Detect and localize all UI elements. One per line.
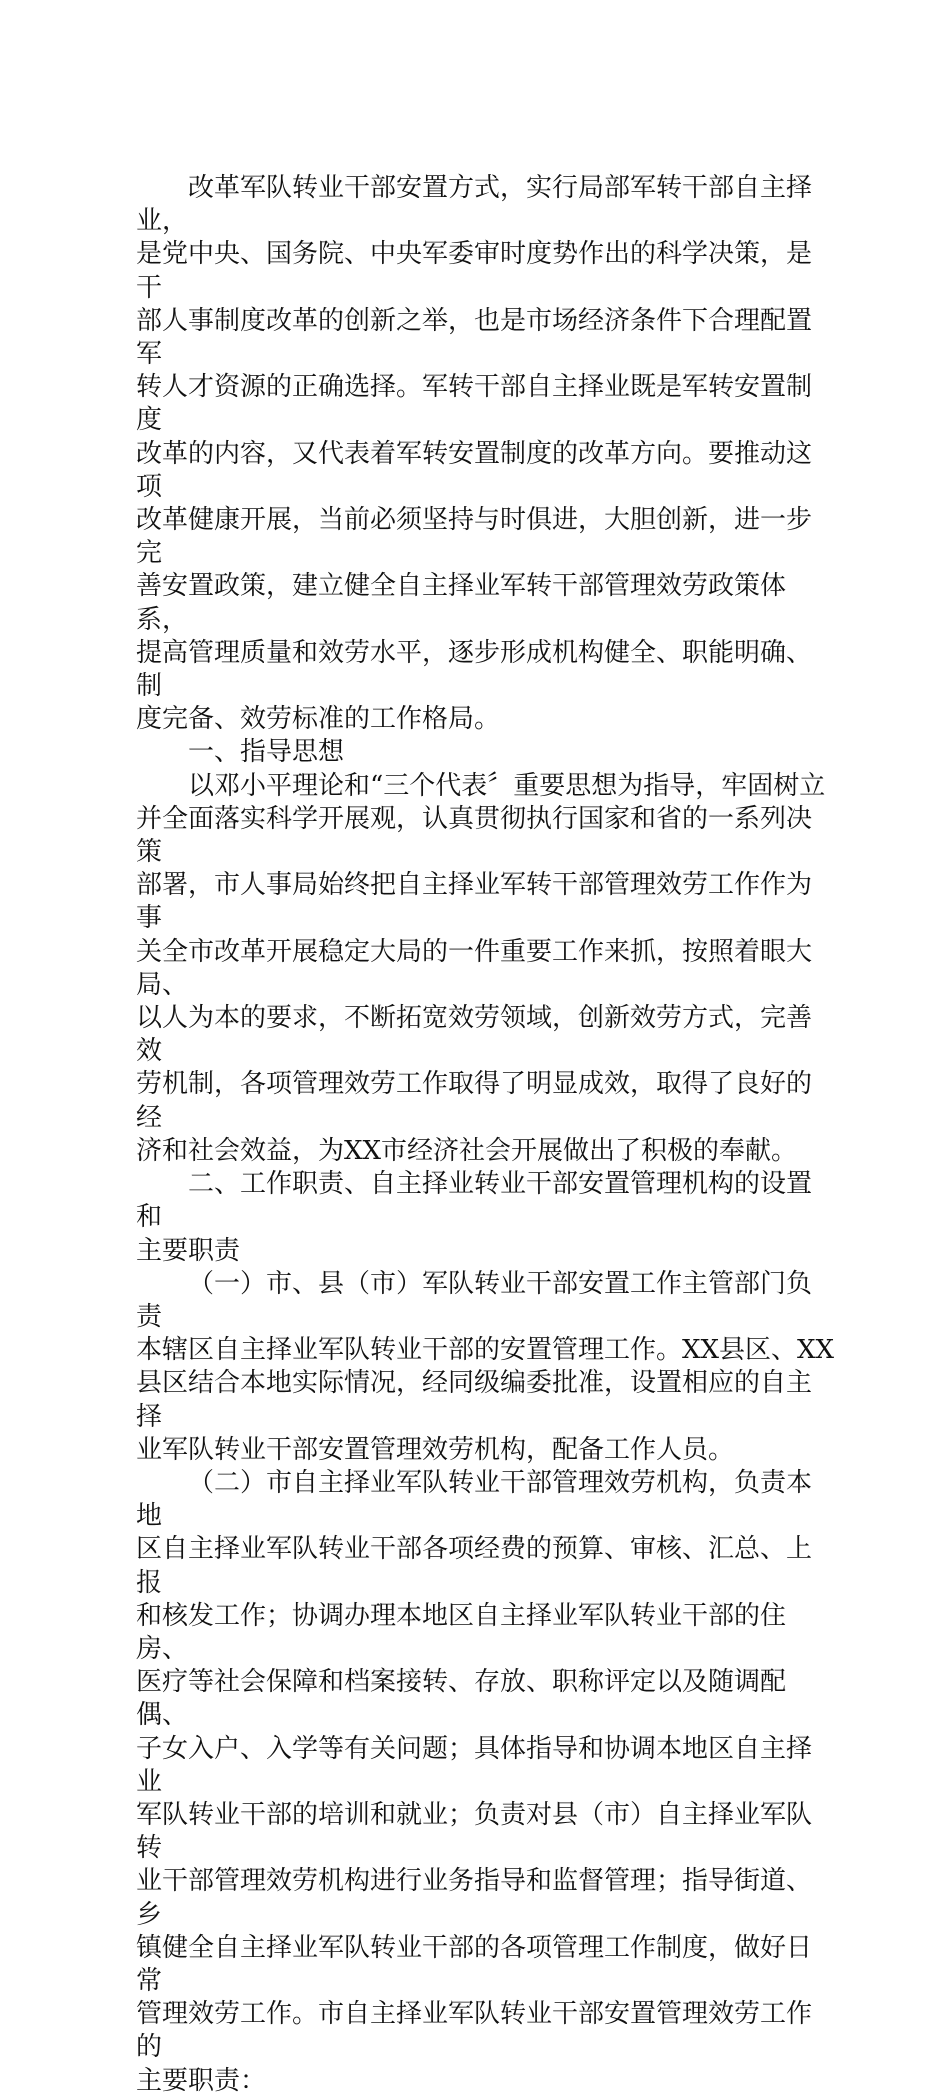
section-heading-work-duties: 二、工作职责、自主择业转业干部安置管理机构的设置和 主要职责 [136, 1169, 813, 1266]
intro-paragraph: 改革军队转业干部安置方式，实行局部军转干部自主择业， 是党中央、国务院、中央军委审时度势作出的科学决策，是干 部人事制度改革的创新之举，也是市场经济条件下合理配置军 转人才资源的正确选择。军转干部自主择业既是军转安置制度 改革的内容，又代表着军转安置制度的改革方向。要推动这项 改革健康开展，当前必须坚持与时俱进，大胆创新，进一步完 善安置政策，建立健全自主择业军转干部管理效劳政策体系， 提高管理质量和效劳水平，逐步形成机构健全、职能明确、制 度完备、效劳标准的工作格局。 [136, 173, 813, 735]
section-heading-guiding-ideology: 一、指导思想 [188, 737, 345, 768]
duty-item-2-paragraph: （二）市自主择业军队转业干部管理效劳机构，负责本地 区自主择业军队转业干部各项经费的预算、审核、汇总、上报 和核发工作；协调办理本地区自主择业军队转业干部的住房、 医疗等社会保障和档案接转、存放、职称评定以及随调配偶、 子女入户、入学等有关问题；具体指导和协调本地区自主择业 军队转业干部的培训和就业；负责对县（市）自主择业军队转 业干部管理效劳机构进行业务指导和监督管理；指导街道、乡 镇健全自主择业军队转业干部的各项管理工作制度，做好日常 管理效劳工作。市自主择业军队转业干部安置管理效劳工作的 主要职责： [136, 1467, 813, 2096]
document-body [136, 172, 836, 2098]
duty-item-1-paragraph: （一）市、县（市）军队转业干部安置工作主管部门负责 本辖区自主择业军队转业干部的安置管理工作。XX县区、XX 县区结合本地实际情况，经同级编委批准，设置相应的自主择 业军队转业干部安置管理效劳机构，配备工作人员。 [136, 1268, 835, 1465]
guiding-ideology-paragraph: 以邓小平理论和“三个代表〞重要思想为指导，牢固树立 并全面落实科学开展观，认真贯彻执行国家和省的一系列决策 部署，市人事局始终把自主择业军转干部管理效劳工作作为事 关全市改革开展稳定大局的一件重要工作来抓，按照着眼大局、 以人为本的要求，不断拓宽效劳领域，创新效劳方式，完善效 劳机制，各项管理效劳工作取得了明显成效，取得了良好的经 济和社会效益，为XX市经济社会开展做出了积极的奉献。 [136, 770, 826, 1166]
